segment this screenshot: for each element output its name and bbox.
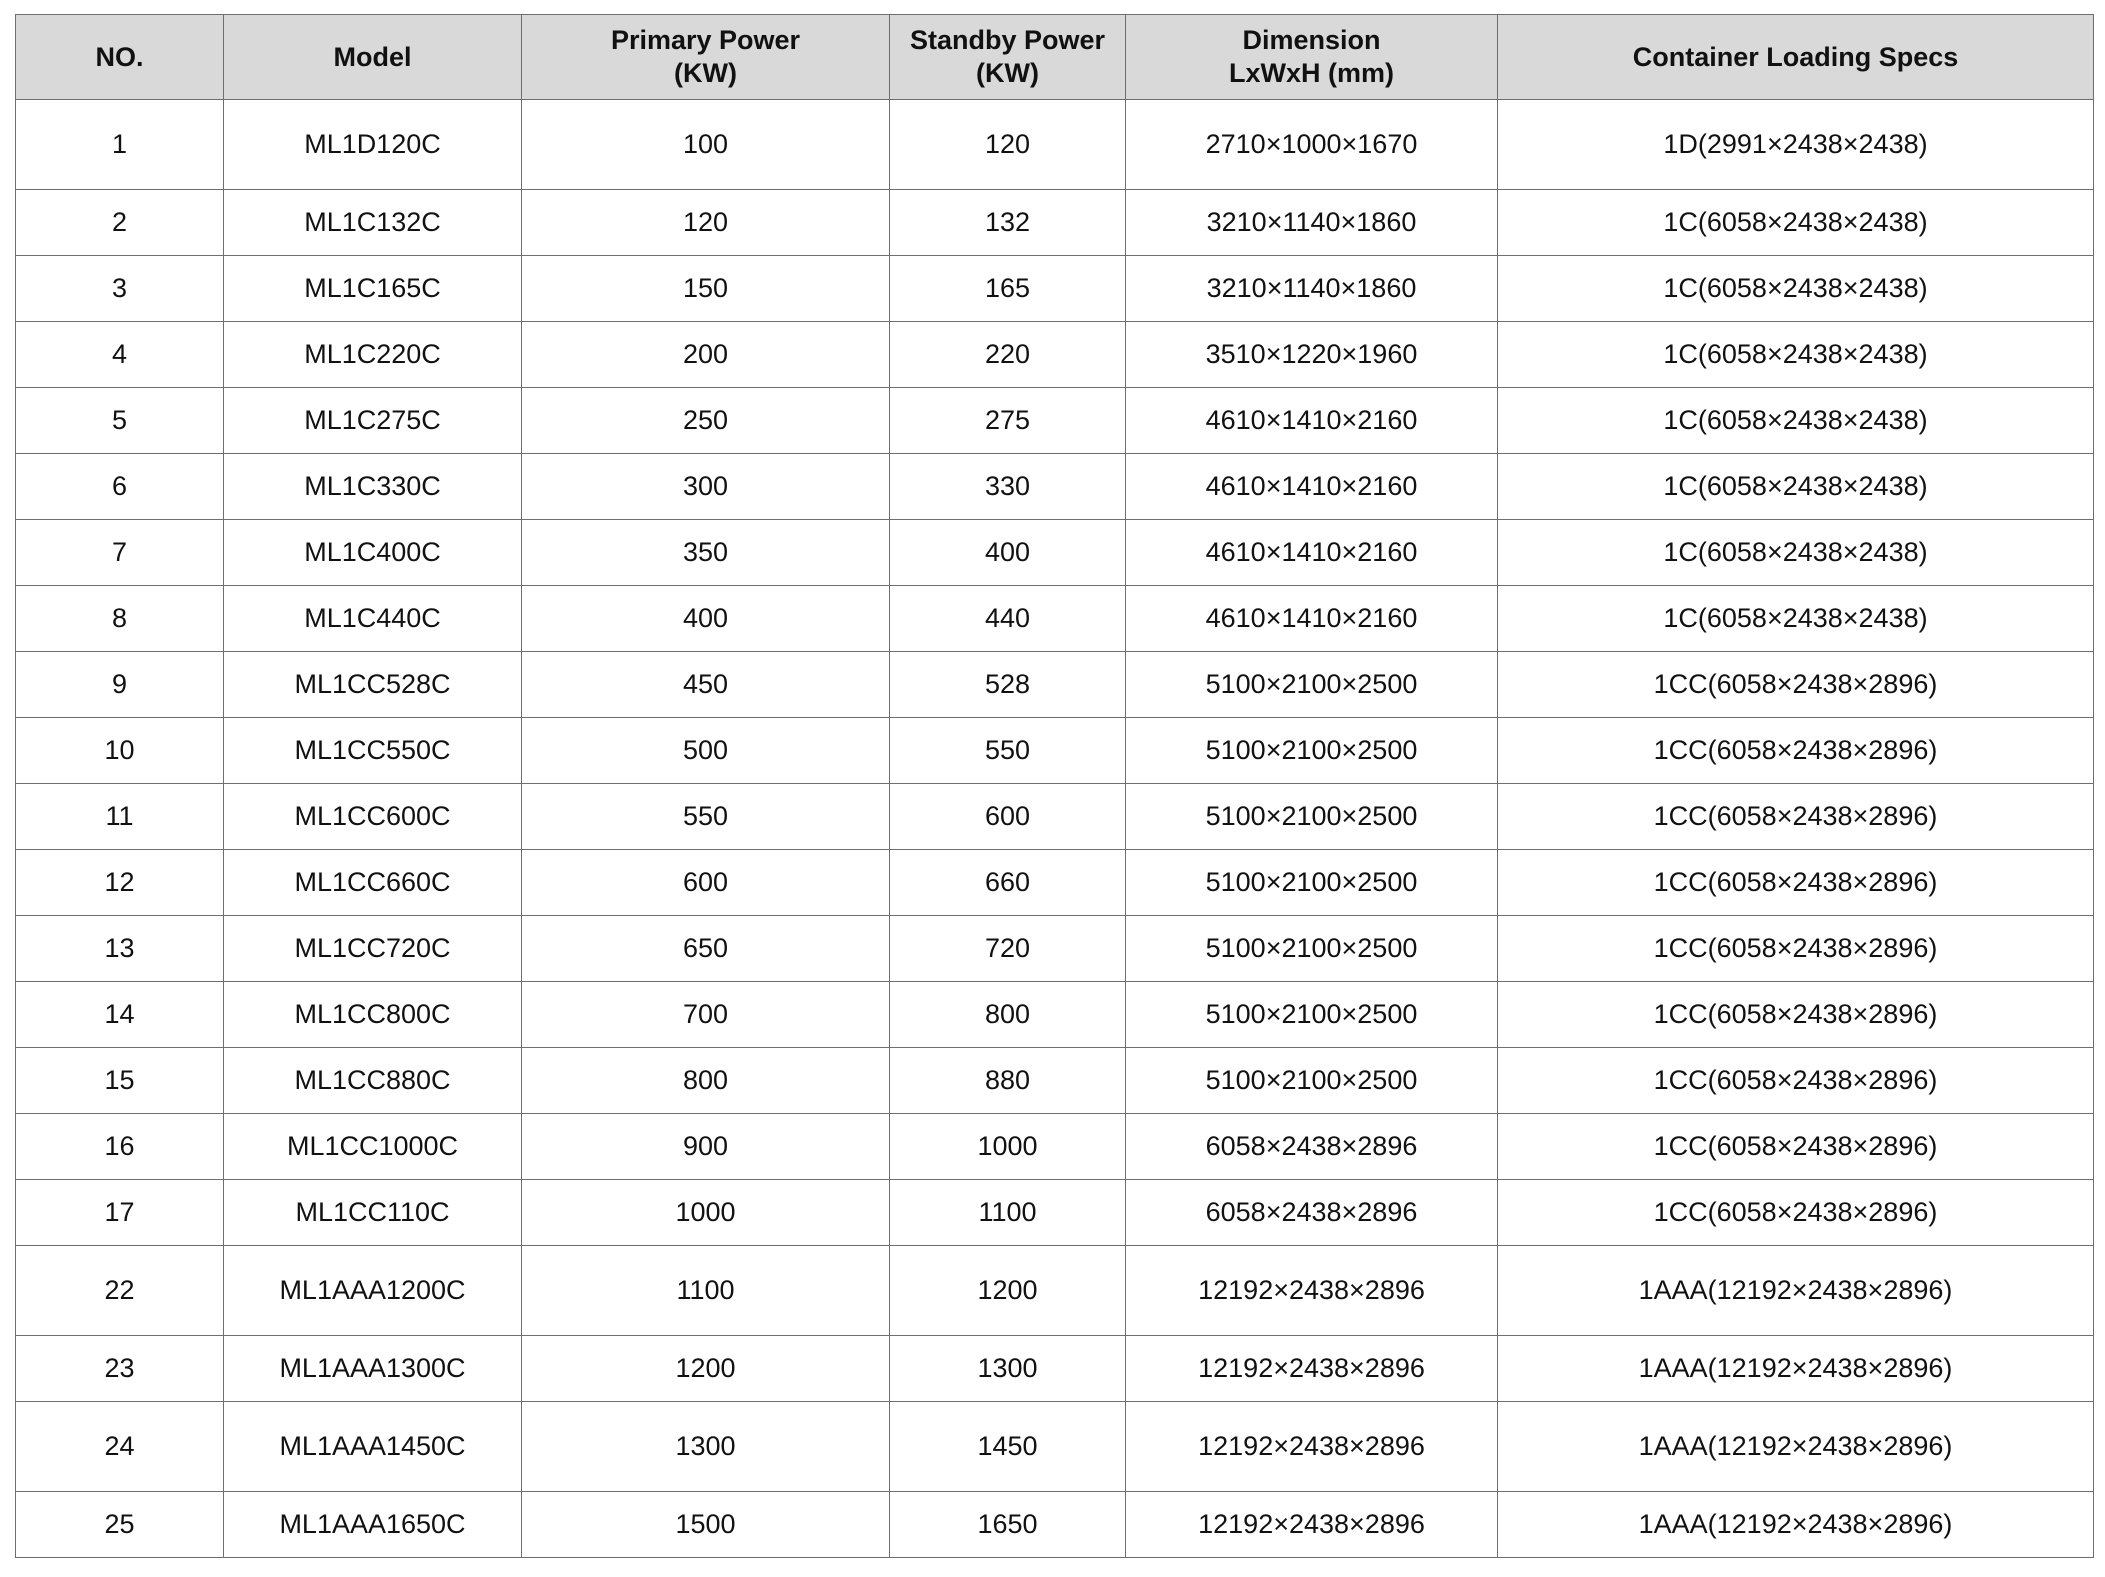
cell-standby-power: 440 [890,586,1126,652]
cell-primary-power: 500 [522,718,890,784]
cell-no: 11 [16,784,224,850]
cell-primary-power: 200 [522,322,890,388]
cell-no: 17 [16,1180,224,1246]
cell-model: ML1C165C [224,256,522,322]
cell-standby-power: 1200 [890,1246,1126,1336]
cell-primary-power: 150 [522,256,890,322]
cell-dimension: 4610×1410×2160 [1126,454,1498,520]
table-row [16,982,2094,1048]
cell-primary-power: 1500 [522,1492,890,1558]
cell-standby-power: 720 [890,916,1126,982]
cell-model: ML1C220C [224,322,522,388]
header-no-label: NO. [95,41,144,72]
header-standby-power [890,15,1126,100]
table-row [16,718,2094,784]
cell-standby-power: 600 [890,784,1126,850]
cell-dimension: 12192×2438×2896 [1126,1336,1498,1402]
cell-model: ML1AAA1300C [224,1336,522,1402]
cell-model: ML1C275C [224,388,522,454]
table-row [16,916,2094,982]
cell-no: 12 [16,850,224,916]
cell-primary-power: 700 [522,982,890,1048]
cell-model: ML1CC660C [224,850,522,916]
header-dimension-unit: LxWxH (mm) [1228,58,1394,88]
cell-no: 8 [16,586,224,652]
cell-model: ML1AAA1200C [224,1246,522,1336]
cell-no: 22 [16,1246,224,1336]
header-no [16,15,224,100]
header-container-label: Container Loading Specs [1632,41,1959,72]
cell-container-spec: 1CC(6058×2438×2896) [1498,1180,2094,1246]
table-row [16,1336,2094,1402]
cell-dimension: 6058×2438×2896 [1126,1114,1498,1180]
header-dimension [1126,15,1498,100]
generator-spec-table [15,14,2094,1558]
cell-standby-power: 132 [890,190,1126,256]
cell-no: 10 [16,718,224,784]
table-row [16,100,2094,190]
cell-primary-power: 250 [522,388,890,454]
cell-no: 4 [16,322,224,388]
cell-no: 14 [16,982,224,1048]
cell-model: ML1C330C [224,454,522,520]
cell-model: ML1CC720C [224,916,522,982]
cell-primary-power: 100 [522,100,890,190]
cell-standby-power: 165 [890,256,1126,322]
cell-container-spec: 1CC(6058×2438×2896) [1498,652,2094,718]
cell-container-spec: 1CC(6058×2438×2896) [1498,1114,2094,1180]
header-standby-power-unit: (KW) [976,58,1039,88]
table-row [16,1048,2094,1114]
cell-model: ML1CC1000C [224,1114,522,1180]
cell-standby-power: 1100 [890,1180,1126,1246]
table-row [16,784,2094,850]
table-body [16,100,2094,1558]
cell-primary-power: 900 [522,1114,890,1180]
table-row [16,652,2094,718]
cell-standby-power: 400 [890,520,1126,586]
cell-dimension: 4610×1410×2160 [1126,520,1498,586]
cell-no: 3 [16,256,224,322]
cell-dimension: 3210×1140×1860 [1126,190,1498,256]
cell-no: 24 [16,1402,224,1492]
cell-primary-power: 550 [522,784,890,850]
cell-standby-power: 660 [890,850,1126,916]
cell-no: 2 [16,190,224,256]
cell-dimension: 3510×1220×1960 [1126,322,1498,388]
cell-container-spec: 1CC(6058×2438×2896) [1498,850,2094,916]
cell-no: 7 [16,520,224,586]
header-dimension-label: Dimension [1242,25,1381,55]
header-primary-power-label: Primary Power [610,25,801,55]
cell-container-spec: 1AAA(12192×2438×2896) [1498,1246,2094,1336]
cell-standby-power: 220 [890,322,1126,388]
cell-primary-power: 300 [522,454,890,520]
table-row [16,388,2094,454]
cell-dimension: 4610×1410×2160 [1126,388,1498,454]
table-row [16,1492,2094,1558]
header-row [16,15,2094,100]
cell-standby-power: 1450 [890,1402,1126,1492]
cell-no: 25 [16,1492,224,1558]
table-row [16,1180,2094,1246]
cell-dimension: 2710×1000×1670 [1126,100,1498,190]
cell-dimension: 4610×1410×2160 [1126,586,1498,652]
cell-dimension: 12192×2438×2896 [1126,1402,1498,1492]
cell-standby-power: 330 [890,454,1126,520]
table-row [16,190,2094,256]
cell-standby-power: 800 [890,982,1126,1048]
cell-dimension: 5100×2100×2500 [1126,652,1498,718]
cell-primary-power: 400 [522,586,890,652]
cell-dimension: 5100×2100×2500 [1126,916,1498,982]
cell-container-spec: 1C(6058×2438×2438) [1498,520,2094,586]
cell-model: ML1AAA1450C [224,1402,522,1492]
cell-no: 23 [16,1336,224,1402]
cell-dimension: 5100×2100×2500 [1126,784,1498,850]
cell-container-spec: 1CC(6058×2438×2896) [1498,916,2094,982]
cell-dimension: 5100×2100×2500 [1126,718,1498,784]
table-row [16,322,2094,388]
cell-container-spec: 1AAA(12192×2438×2896) [1498,1402,2094,1492]
header-model [224,15,522,100]
cell-no: 6 [16,454,224,520]
cell-container-spec: 1C(6058×2438×2438) [1498,190,2094,256]
table-row [16,454,2094,520]
cell-model: ML1AAA1650C [224,1492,522,1558]
cell-container-spec: 1C(6058×2438×2438) [1498,388,2094,454]
cell-container-spec: 1CC(6058×2438×2896) [1498,784,2094,850]
cell-primary-power: 1000 [522,1180,890,1246]
cell-dimension: 12192×2438×2896 [1126,1492,1498,1558]
header-container-loading-specs [1498,15,2094,100]
table-row [16,850,2094,916]
cell-no: 16 [16,1114,224,1180]
cell-container-spec: 1AAA(12192×2438×2896) [1498,1336,2094,1402]
cell-primary-power: 1200 [522,1336,890,1402]
cell-model: ML1C132C [224,190,522,256]
table-row [16,586,2094,652]
cell-no: 9 [16,652,224,718]
cell-model: ML1CC528C [224,652,522,718]
cell-standby-power: 550 [890,718,1126,784]
cell-container-spec: 1C(6058×2438×2438) [1498,256,2094,322]
header-primary-power-unit: (KW) [674,58,737,88]
cell-model: ML1D120C [224,100,522,190]
cell-model: ML1C440C [224,586,522,652]
cell-primary-power: 350 [522,520,890,586]
cell-primary-power: 1300 [522,1402,890,1492]
cell-standby-power: 120 [890,100,1126,190]
cell-container-spec: 1C(6058×2438×2438) [1498,322,2094,388]
header-model-label: Model [333,41,412,72]
cell-model: ML1CC110C [224,1180,522,1246]
table-header [16,15,2094,100]
cell-primary-power: 800 [522,1048,890,1114]
header-primary-power [522,15,890,100]
cell-no: 15 [16,1048,224,1114]
table-row [16,1246,2094,1336]
table-row [16,520,2094,586]
cell-model: ML1CC800C [224,982,522,1048]
cell-dimension: 3210×1140×1860 [1126,256,1498,322]
table-row [16,1114,2094,1180]
cell-dimension: 5100×2100×2500 [1126,850,1498,916]
cell-primary-power: 1100 [522,1246,890,1336]
cell-container-spec: 1C(6058×2438×2438) [1498,454,2094,520]
cell-standby-power: 1000 [890,1114,1126,1180]
cell-standby-power: 1300 [890,1336,1126,1402]
cell-primary-power: 120 [522,190,890,256]
cell-no: 1 [16,100,224,190]
cell-primary-power: 450 [522,652,890,718]
cell-container-spec: 1CC(6058×2438×2896) [1498,718,2094,784]
cell-standby-power: 528 [890,652,1126,718]
cell-model: ML1CC880C [224,1048,522,1114]
cell-no: 13 [16,916,224,982]
cell-model: ML1CC550C [224,718,522,784]
cell-standby-power: 275 [890,388,1126,454]
cell-container-spec: 1AAA(12192×2438×2896) [1498,1492,2094,1558]
header-standby-power-label: Standby Power [909,25,1106,55]
table-row [16,256,2094,322]
cell-container-spec: 1CC(6058×2438×2896) [1498,1048,2094,1114]
cell-primary-power: 600 [522,850,890,916]
cell-dimension: 6058×2438×2896 [1126,1180,1498,1246]
cell-container-spec: 1C(6058×2438×2438) [1498,586,2094,652]
cell-model: ML1C400C [224,520,522,586]
cell-no: 5 [16,388,224,454]
cell-standby-power: 1650 [890,1492,1126,1558]
cell-dimension: 5100×2100×2500 [1126,1048,1498,1114]
cell-dimension: 5100×2100×2500 [1126,982,1498,1048]
table-row [16,1402,2094,1492]
cell-container-spec: 1D(2991×2438×2438) [1498,100,2094,190]
cell-dimension: 12192×2438×2896 [1126,1246,1498,1336]
cell-standby-power: 880 [890,1048,1126,1114]
cell-model: ML1CC600C [224,784,522,850]
cell-container-spec: 1CC(6058×2438×2896) [1498,982,2094,1048]
cell-primary-power: 650 [522,916,890,982]
